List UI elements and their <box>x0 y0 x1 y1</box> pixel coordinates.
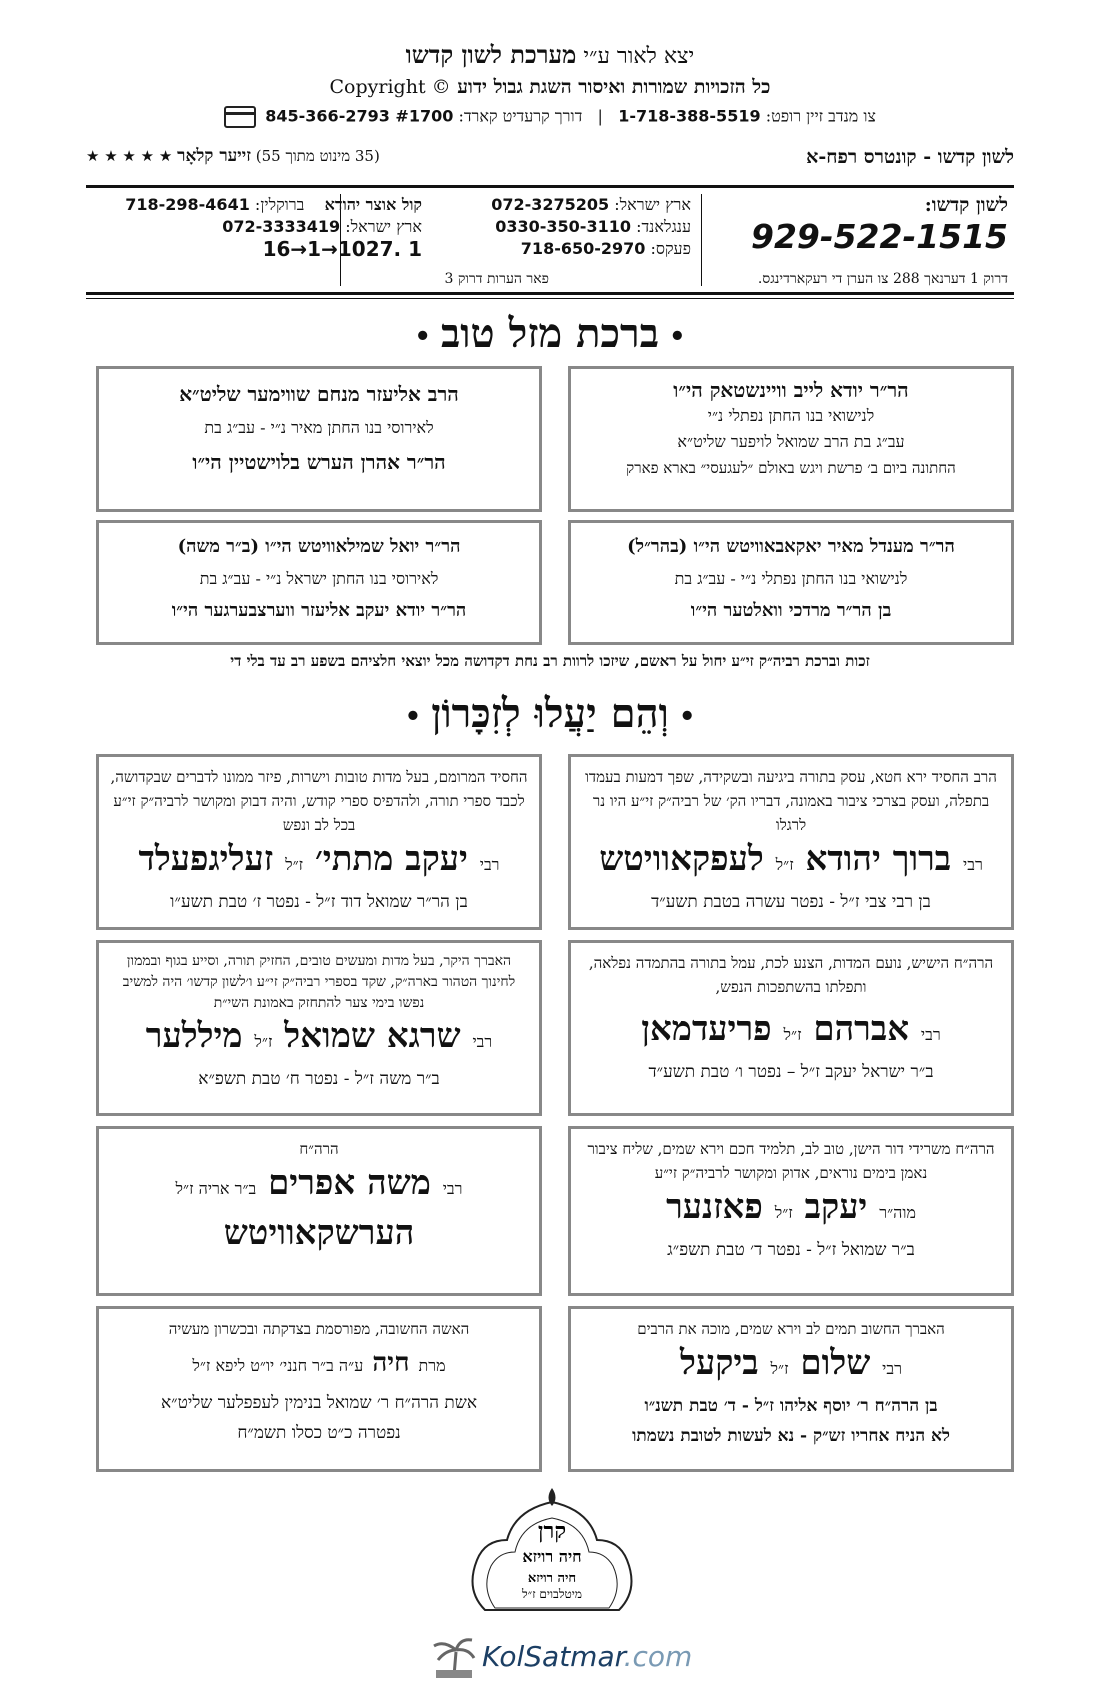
publisher-prefix: יצא לאור ע״י <box>583 44 695 69</box>
header-line3: צו מנדב זיין רופט: 1-718-388-5519 | דורך קרעדיט קארד: 845-366-2793 #1700 <box>0 106 1100 128</box>
memorial-box-8: האשה החשובה, מפורסמת בצדקתה ובכשרון מעשיה מרת חיה ע״ה ב״ר חנני׳ יו״ט ליפא ז״ל אשת הרה״ח ר׳ שמואל בנימין לעפפלער שליט״א נפטרה כ״ט כסלו תשמ״ח <box>96 1306 542 1472</box>
fax-phone[interactable]: 718-650-2970 <box>520 239 646 258</box>
box-line: הרב אליעזר מנחם שווימער שליט״א <box>179 382 459 406</box>
box-line: עב״ג בת הרב שמואל לויפער שליט״א <box>677 432 905 451</box>
england-phone[interactable]: 0330-350-3110 <box>495 217 631 236</box>
main-phone[interactable]: 929-522-1515 <box>750 217 1008 256</box>
memorial-praise: הרב החסיד ירא חטא, עסק בתורה ביגיעה ובשקידה, שפך דמעות בעמדו בתפלה, ועסק בצרכי ציבור באמונה, דבריו הק׳ של רביה״ק זי״ע היו נר לרגלו <box>585 768 997 834</box>
memorial-date: בן רבי צבי ז״ל - נפטר עשרה בטבת תשע״ד <box>651 892 931 912</box>
mazel-tov-box-4 <box>96 520 542 645</box>
logo-name-small: חיה רויזא <box>527 1571 577 1586</box>
memorial-praise: האשה החשובה, מפורסמת בצדקתה ובכשרון מעשיה <box>168 1320 470 1338</box>
israel-phone[interactable]: 072-3275205 <box>491 195 610 214</box>
memorial-husband: אשת הרה״ח ר׳ שמואל בנימין לעפפלער שליט״א <box>160 1393 478 1413</box>
israel-label: ארץ ישראל: <box>614 195 691 214</box>
memorial-box-6: הרה״ח רבי משה אפרים ב״ר אריה ז״ל הערשקאוויטש <box>96 1126 542 1296</box>
mazel-tov-box-2 <box>96 366 542 512</box>
box-line: הר״ר יודא לייב וויינשטאק הי״ו <box>673 378 909 402</box>
logo-name: חיה רויזא <box>522 1547 582 1566</box>
memorial-date: ב״ר שמואל ז״ל - נפטר ד׳ טבת תשפ״ג <box>667 1240 915 1260</box>
box-line: הר״ר מענדל מאיר יאקאבאוויטש הי״ו (בהר״ל) <box>627 536 955 557</box>
memorial-date: בן הרה״ח ר׳ יוסף אליהו ז״ל - ד׳ טבת תשנ״ו <box>644 1396 938 1416</box>
memorial-surname: הערשקאוויטש <box>223 1213 415 1253</box>
footer-brand[interactable] <box>420 1630 700 1682</box>
memorial-box-2: החסיד המרומם, בעל מדות טובות וישרות, פיזר ממונו לדברים שבקדושה, לכבד ספרי תורה, ולהדפיס ספרי קודש, והיה דבוק ומקושר לרביה״ק זי״ע בכל לב ונפש רבי יעקב מתתי׳ ז״ל זעליגפעלד בן הר״ר שמואל דוד ז״ל - נפטר ז׳ טבת תשע״ו <box>96 754 542 930</box>
memorial-title: •וְהֵם יַעֲלוּ לְזִכָּרוֹן• <box>404 690 696 737</box>
booklet-title: לשון קדשו - קונטרס רפח-א <box>806 146 1014 168</box>
donate-label: צו מנדב זיין רופט: <box>765 106 876 126</box>
israel2-phone[interactable]: 072-3333419 <box>222 217 341 236</box>
mazel-tov-box-3 <box>568 520 1014 645</box>
header-line1 <box>0 40 1100 70</box>
contact-box <box>86 185 1014 295</box>
contact-kol <box>92 194 422 262</box>
contact-title: לשון קדשו: <box>924 194 1008 216</box>
rating <box>86 146 380 166</box>
clarity-label: זייער קלאָר <box>177 146 251 166</box>
memorial-date: ב״ר ישראל יעקב ז״ל – נפטר ו׳ טבת תשע״ד <box>648 1062 934 1082</box>
copyright-text: כל הזכויות שמורות ואיסור השגת גבול ידוע <box>457 76 771 98</box>
credit-card-icon <box>224 106 256 128</box>
box-line: הר״ר יואל שמילאוויטש הי״ו (ב״ר משה) <box>177 536 461 557</box>
box-line: הר״ר יודא יעקב אליעזר ווערצבערגער הי״ו <box>171 600 467 621</box>
mazel-tov-title: •ברכת מזל טוב• <box>414 310 686 357</box>
memorial-praise: הרה״ח משרידי דור הישן, טוב לב, תלמיד חכם וירא שמים, שליח ציבור נאמן בימים נוראים, אדוק ומקושר לרביה״ק זי״ע <box>587 1140 995 1182</box>
memorial-box-1: הרב החסיד ירא חטא, עסק בתורה ביגיעה ובשקידה, שפך דמעות בעמדו בתפלה, ועסק בצרכי ציבור באמונה, דבריו הק׳ של רביה״ק זי״ע היו נר לרגלו רבי ברוך יהודא ז״ל לעפקאוויטש בן רבי צבי ז״ל - נפטר עשרה בטבת תשע״ד <box>568 754 1014 930</box>
england-label: ענגלאנד: <box>636 217 691 236</box>
stars-icon: ★ ★ ★ ★ ★ <box>86 147 173 165</box>
palm-tree-icon <box>430 1632 478 1680</box>
header-line2 <box>0 76 1100 99</box>
logo-keren: קרן <box>537 1518 567 1544</box>
footer-site-name: KolSatmar.com <box>482 1640 693 1673</box>
israel2-label: ארץ ישראל: <box>345 217 422 236</box>
keren-logo-icon <box>455 1480 650 1630</box>
dial-code: 16→1→1027. 1 <box>262 237 422 261</box>
mazel-tov-box-1 <box>568 366 1014 512</box>
memorial-box-5: הרה״ח משרידי דור הישן, טוב לב, תלמיד חכם וירא שמים, שליח ציבור נאמן בימים נוראים, אדוק ומקושר לרביה״ק זי״ע מוה״ר יעקב ז״ל פאזנער ב״ר שמואל ז״ל - נפטר ד׳ טבת תשפ״ג <box>568 1126 1014 1296</box>
logo-surname: מיטלבוים ז״ל <box>522 1587 582 1601</box>
box-line: לאירוסי בנו החתן מאיר נ״י - עב״ג בת <box>204 418 434 437</box>
brooklyn-label: ברוקלין: <box>254 195 305 214</box>
brooklyn-phone[interactable]: 718-298-4641 <box>125 195 250 214</box>
publisher-name: מערכת לשון קדשו <box>405 40 577 69</box>
duration: (35 מינוט מתוך 55) <box>255 147 380 165</box>
box-line: הר״ר אהרן הערש בלוישטיין הי״ו <box>192 450 446 474</box>
kol-label: קול אוצר יהודא <box>324 195 422 214</box>
memorial-praise: הרה״ח הישיש, נועם המדות, הצנע לכת, עמל בתורה בהתמדה נפלאה, ותפלתו בהשתפכות הנפש, <box>588 954 994 996</box>
blessing-line: זכות וברכת רביה״ק זי״ע יחול על ראשם, שיזכו לרוות רב נחת דקדושה מכל יוצאי חלציהם בשפע רב עד בלי די <box>230 652 870 670</box>
print-note: דרוק 1 דערנאך 288 צו הערן די רעקארדינגס. <box>757 271 1008 287</box>
box-line: לאירוסי בנו החתן ישראל נ״י - עב״ג בת <box>199 569 439 588</box>
memorial-praise: האברך החשוב תמים לב וירא שמים, מוכה את הרבים <box>637 1320 945 1338</box>
contact-main <box>738 194 1008 256</box>
box-line: לנישואי בנו החתן נפתלי נ״י - עב״ג בת <box>674 569 908 588</box>
notes-line: פאר הערות דרוק 3 <box>444 271 549 287</box>
memorial-praise: הרה״ח <box>299 1140 339 1158</box>
memorial-date: ב״ר משה ז״ל - נפטר ח׳ טבת תשפ״א <box>198 1069 440 1089</box>
memorial-praise: החסיד המרומם, בעל מדות טובות וישרות, פיזר ממונו לדברים שבקדושה, לכבד ספרי תורה, ולהדפיס ספרי קודש, והיה דבוק ומקושר לרביה״ק זי״ע בכל לב ונפש <box>110 768 528 834</box>
box-line: החתונה ביום ב׳ פרשת ויגש באולם ״לעגעסי״ בארא פארק <box>626 459 956 477</box>
fax-label: פעקס: <box>650 239 691 258</box>
copyright-symbol: Copyright © <box>329 76 451 98</box>
subline <box>86 146 1014 170</box>
memorial-date: בן הר״ר שמואל דוד ז״ל - נפטר ז׳ טבת תשע״ו <box>170 892 468 912</box>
box-line: לנישואי בנו החתן נפתלי נ״י <box>707 406 875 425</box>
box-line: בן הר״ר מרדכי וואלטער הי״ו <box>690 600 892 621</box>
memorial-box-7: האברך החשוב תמים לב וירא שמים, מוכה את הרבים רבי שלום ז״ל ביקעל בן הרה״ח ר׳ יוסף אליהו ז״ל - ד׳ טבת תשנ״ו לא הניח אחריו זש״ק - נא לעשות לטובת נשמתו <box>568 1306 1014 1472</box>
credit-phone[interactable]: 845-366-2793 #1700 <box>265 106 454 126</box>
memorial-request: לא הניח אחריו זש״ק - נא לעשות לטובת נשמתו <box>632 1426 950 1446</box>
memorial-box-4: האברך היקר, בעל מדות ומעשים טובים, החזיק תורה, וסייע בגוף ובממון לחינוך הטהור בארה״ק, שקד בספרי רביה״ק זי״ע ו׳לשון קדשו׳ היה למשיב נפשו בימי צער להתחזק באמונת השי״ת רבי שרגא שמואל ז״ל מיללער ב״ר משה ז״ל - נפטר ח׳ טבת תשפ״א <box>96 940 542 1116</box>
memorial-box-3: הרה״ח הישיש, נועם המדות, הצנע לכת, עמל בתורה בהתמדה נפלאה, ותפלתו בהשתפכות הנפש, רבי אברהם ז״ל פריעדמאן ב״ר ישראל יעקב ז״ל – נפטר ו׳ טבת תשע״ד <box>568 940 1014 1116</box>
credit-label: דורך קרעדיט קארד: <box>458 106 583 126</box>
donate-phone[interactable]: 1-718-388-5519 <box>618 106 761 126</box>
memorial-date: נפטרה כ״ט כסלו תשמ״ח <box>237 1423 401 1443</box>
memorial-praise: האברך היקר, בעל מדות ומעשים טובים, החזיק תורה, וסייע בגוף ובממון לחינוך הטהור בארה״ק, שקד בספרי רביה״ק זי״ע ו׳לשון קדשו׳ היה למשיב נפשו בימי צער להתחזק באמונת השי״ת <box>122 953 516 1011</box>
